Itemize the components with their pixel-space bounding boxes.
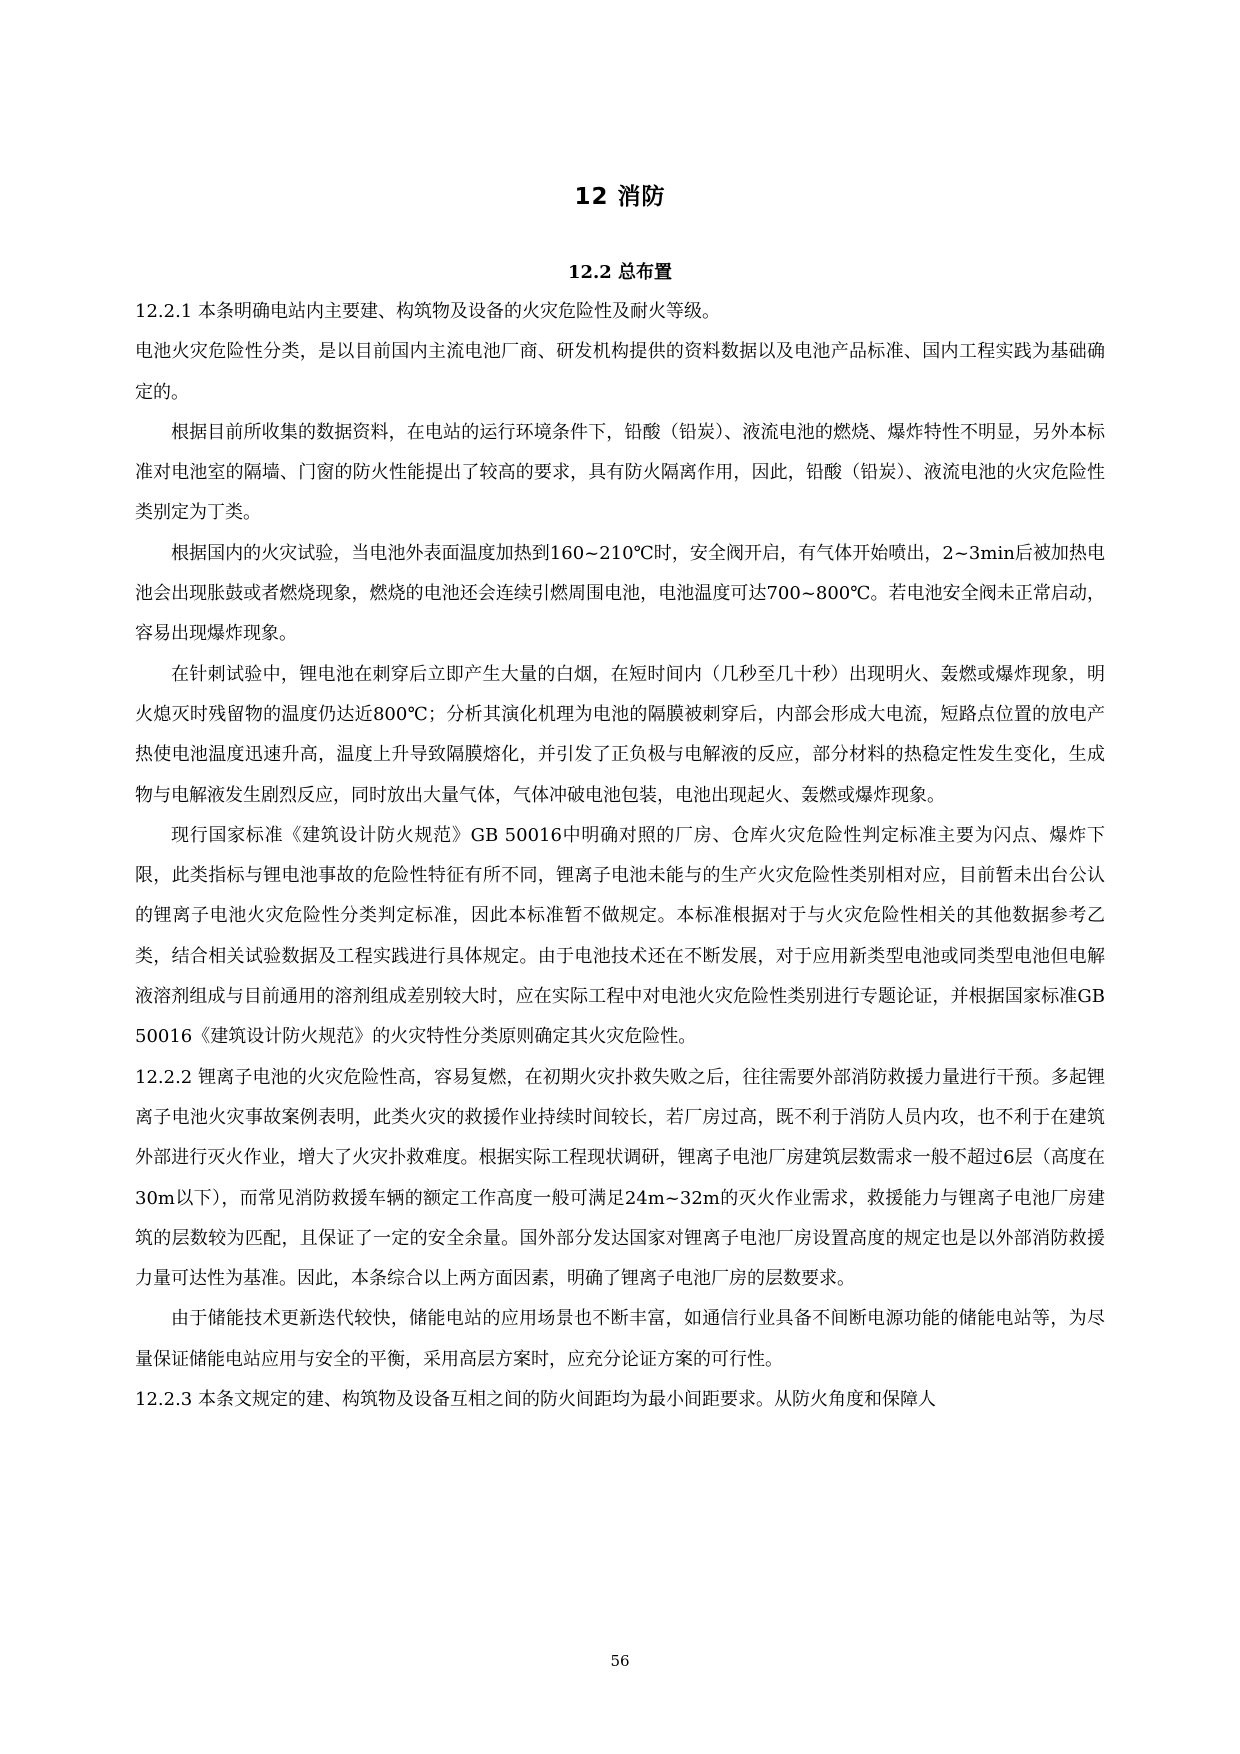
body-text <box>135 292 1105 1420</box>
clause-12-2-2: 12.2.2 锂离子电池的火灾危险性高，容易复燃，在初期火灾扑救失败之后，往往需要外部消防救援力量进行干预。多起锂离子电池火灾事故案例表明，此类火灾的救援作业持续时间较长，若厂房过高，既不利于消防人员内攻，也不利于在建筑外部进行灭火作业，增大了火灾扑救难度。根据实际工程现状调研，锂离子电池厂房建筑层数需求一般不超过6层（高度在30m以下），而常见消防救援车辆的额定工作高度一般可满足24m~32m的灭火作业需求，救援能力与锂离子电池厂房建筑的层数较为匹配，且保证了一定的安全余量。国外部分发达国家对锂离子电池厂房设置高度的规定也是以外部消防救援力量可达性为基准。因此，本条综合以上两方面因素，明确了锂离子电池厂房的层数要求。 <box>135 1066 1105 1290</box>
section-title: 12.2 总布置 <box>567 262 673 283</box>
page-number: 56 <box>610 1652 630 1670</box>
paragraph-storage-tech: 由于储能技术更新迭代较快，储能电站的应用场景也不断丰富，如通信行业具备不间断电源功能的储能电站等，为尽量保证储能电站应用与安全的平衡，采用高层方案时，应充分论证方案的可行性。 <box>135 1308 1105 1370</box>
paragraph-fire-test: 根据国内的火灾试验，当电池外表面温度加热到160~210℃时，安全阀开启，有气体开始喷出，2~3min后被加热电池会出现胀鼓或者燃烧现象，燃烧的电池还会连续引燃周围电池，电池温度可达700~800℃。若电池安全阀未正常启动，容易出现爆炸现象。 <box>135 542 1105 645</box>
clause-12-2-3: 12.2.3 本条文规定的建、构筑物及设备互相之间的防火间距均为最小间距要求。从防火角度和保障人 <box>135 1389 936 1411</box>
clause-12-2-1: 12.2.1 本条明确电站内主要建、构筑物及设备的火灾危险性及耐火等级。 <box>135 301 720 322</box>
paragraph-battery-classification: 电池火灾危险性分类，是以目前国内主流电池厂商、研发机构提供的资料数据以及电池产品标准、国内工程实践为基础确定的。 <box>135 341 1105 403</box>
paragraph-lead-acid-flow: 根据目前所收集的数据资料，在电站的运行环境条件下，铅酸（铅炭）、液流电池的燃烧、爆炸特性不明显，另外本标准对电池室的隔墙、门窗的防火性能提出了较高的要求，具有防火隔离作用，因此，铅酸（铅炭）、液流电池的火灾危险性类别定为丁类。 <box>135 421 1105 524</box>
paragraph-needle-test: 在针刺试验中，锂电池在刺穿后立即产生大量的白烟，在短时间内（几秒至几十秒）出现明火、轰燃或爆炸现象，明火熄灭时残留物的温度仍达近800℃；分析其演化机理为电池的隔膜被刺穿后，内部会形成大电流，短路点位置的放电产热使电池温度迅速升高，温度上升导致隔膜熔化，并引发了正负极与电解液的反应，部分材料的热稳定性发生变化，生成物与电解液发生剧烈反应，同时放出大量气体，气体冲破电池包装，电池出现起火、轰燃或爆炸现象。 <box>135 663 1105 806</box>
paragraph-national-standard: 现行国家标准《建筑设计防火规范》GB 50016中明确对照的厂房、仓库火灾危险性判定标准主要为闪点、爆炸下限，此类指标与锂电池事故的危险性特征有所不同，锂离子电池未能与的生产火灾危险性类别相对应，目前暂未出台公认的锂离子电池火灾危险性分类判定标准，因此本标准暂不做规定。本标准根据对于与火灾危险性相关的其他数据参考乙类，结合相关试验数据及工程实践进行具体规定。由于电池技术还在不断发展，对于应用新类型电池或同类型电池但电解液溶剂组成与目前通用的溶剂组成差别较大时，应在实际工程中对电池火灾危险性类别进行专题论证，并根据国家标准GB 50016《建筑设计防火规范》的火灾特性分类原则确定其火灾危险性。 <box>135 824 1105 1048</box>
chapter-title: 12 消防 <box>574 184 666 210</box>
